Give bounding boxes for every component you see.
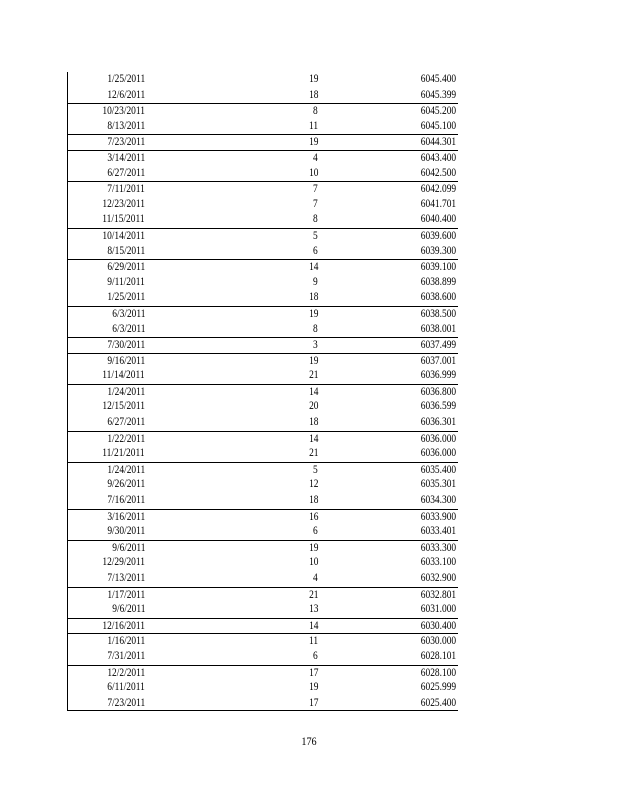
hour-cell: 4 <box>313 151 318 164</box>
value-cell: 6036.599 <box>420 400 456 413</box>
hour-cell: 6 <box>313 244 318 257</box>
date-cell: 9/26/2011 <box>107 478 145 491</box>
hour-cell: 18 <box>308 494 318 507</box>
value-cell: 6035.400 <box>420 463 456 476</box>
hour-cell: 14 <box>308 432 318 445</box>
page-number: 176 <box>301 734 317 748</box>
table-row <box>68 337 458 353</box>
value-cell: 6037.001 <box>420 354 456 367</box>
hour-cell: 5 <box>313 229 318 242</box>
hour-cell: 18 <box>308 416 318 429</box>
hour-cell: 10 <box>308 556 318 569</box>
date-cell: 9/30/2011 <box>107 525 145 538</box>
value-cell: 6045.400 <box>420 73 456 85</box>
value-cell: 6028.100 <box>420 666 456 679</box>
table-row <box>68 88 458 104</box>
hour-cell: 7 <box>313 197 318 210</box>
table-row <box>68 540 458 556</box>
table-row <box>68 555 458 571</box>
hour-cell: 4 <box>313 572 318 584</box>
date-cell: 8/13/2011 <box>107 119 145 132</box>
date-cell: 7/16/2011 <box>107 494 145 507</box>
hour-cell: 8 <box>313 105 318 118</box>
table-row <box>68 587 458 603</box>
table-row <box>68 618 458 634</box>
hour-cell: 6 <box>313 525 318 538</box>
value-cell: 6038.600 <box>420 291 456 304</box>
value-cell: 6025.400 <box>420 696 456 709</box>
hour-cell: 17 <box>308 696 318 709</box>
value-cell: 6036.800 <box>420 385 456 398</box>
date-cell: 6/11/2011 <box>107 681 145 694</box>
table-row <box>68 415 458 431</box>
value-cell: 6034.300 <box>420 494 456 507</box>
table-row <box>68 72 458 88</box>
value-cell: 6042.099 <box>420 183 456 196</box>
hour-cell: 3 <box>313 339 318 352</box>
table-row <box>68 602 458 618</box>
date-cell: 12/15/2011 <box>102 400 145 413</box>
table-row <box>68 275 458 291</box>
hour-cell: 21 <box>308 369 318 382</box>
table-row <box>68 197 458 213</box>
value-cell: 6042.500 <box>420 166 456 179</box>
table-row <box>68 680 458 696</box>
table-row <box>68 150 458 166</box>
hour-cell: 19 <box>308 681 318 694</box>
table-row <box>68 290 458 306</box>
value-cell: 6033.300 <box>420 541 456 554</box>
value-cell: 6038.899 <box>420 275 456 288</box>
hour-cell: 14 <box>308 385 318 398</box>
value-cell: 6033.900 <box>420 510 456 523</box>
table-row <box>68 509 458 525</box>
hour-cell: 19 <box>308 136 318 149</box>
date-cell: 6/3/2011 <box>111 307 145 320</box>
table-row <box>68 103 458 119</box>
value-cell: 6033.100 <box>420 556 456 569</box>
hour-cell: 19 <box>308 307 318 320</box>
hour-cell: 8 <box>313 322 318 335</box>
hour-cell: 21 <box>308 588 318 601</box>
hour-cell: 17 <box>308 666 318 679</box>
value-cell: 6036.999 <box>420 369 456 382</box>
date-cell: 9/16/2011 <box>107 354 145 367</box>
date-cell: 9/6/2011 <box>111 541 145 554</box>
table-row <box>68 462 458 478</box>
hour-cell: 8 <box>313 213 318 226</box>
value-cell: 6038.001 <box>420 322 456 335</box>
table-row <box>68 493 458 509</box>
date-cell: 1/25/2011 <box>107 291 145 304</box>
value-cell: 6036.301 <box>420 416 456 429</box>
date-cell: 1/24/2011 <box>107 463 145 476</box>
date-cell: 7/13/2011 <box>107 572 145 584</box>
value-cell: 6036.000 <box>420 432 456 445</box>
table-row <box>68 228 458 244</box>
value-cell: 6030.400 <box>420 619 456 632</box>
value-cell: 6030.000 <box>420 635 456 648</box>
date-cell: 10/14/2011 <box>102 229 145 242</box>
value-cell: 6032.900 <box>420 572 456 584</box>
hour-cell: 19 <box>308 354 318 367</box>
date-cell: 12/29/2011 <box>102 556 145 569</box>
hour-cell: 18 <box>308 88 318 101</box>
value-cell: 6037.499 <box>420 339 456 352</box>
hour-cell: 14 <box>308 619 318 632</box>
value-cell: 6038.500 <box>420 307 456 320</box>
hour-cell: 19 <box>308 73 318 85</box>
value-cell: 6040.400 <box>420 213 456 226</box>
date-cell: 12/2/2011 <box>107 666 145 679</box>
date-cell: 6/27/2011 <box>107 416 145 429</box>
date-cell: 6/3/2011 <box>111 322 145 335</box>
value-cell: 6041.701 <box>420 197 456 210</box>
hour-cell: 12 <box>308 478 318 491</box>
hour-cell: 18 <box>308 291 318 304</box>
date-cell: 1/24/2011 <box>107 385 145 398</box>
date-cell: 8/15/2011 <box>107 244 145 257</box>
value-cell: 6025.999 <box>420 681 456 694</box>
date-cell: 1/16/2011 <box>107 635 145 648</box>
date-cell: 9/6/2011 <box>111 603 145 616</box>
hour-cell: 14 <box>308 261 318 274</box>
table-row <box>68 134 458 150</box>
date-cell: 12/6/2011 <box>107 88 145 101</box>
date-cell: 1/17/2011 <box>107 588 145 601</box>
date-cell: 7/31/2011 <box>107 649 145 662</box>
value-cell: 6045.200 <box>420 105 456 118</box>
date-cell: 6/29/2011 <box>107 261 145 274</box>
hour-cell: 7 <box>313 183 318 196</box>
table-row <box>68 446 458 462</box>
value-cell: 6028.101 <box>420 649 456 662</box>
value-cell: 6039.600 <box>420 229 456 242</box>
date-cell: 7/23/2011 <box>107 696 145 709</box>
table-row <box>68 181 458 197</box>
value-cell: 6044.301 <box>420 136 456 149</box>
hour-cell: 9 <box>313 275 318 288</box>
table-row <box>68 259 458 275</box>
table-row <box>68 665 458 681</box>
value-cell: 6032.801 <box>420 588 456 601</box>
table-row <box>68 399 458 415</box>
date-cell: 3/16/2011 <box>107 510 145 523</box>
table-row <box>68 166 458 182</box>
hour-cell: 21 <box>308 447 318 460</box>
value-cell: 6035.301 <box>420 478 456 491</box>
date-cell: 7/30/2011 <box>107 339 145 352</box>
value-cell: 6043.400 <box>420 151 456 164</box>
date-cell: 11/14/2011 <box>102 369 145 382</box>
table-row <box>68 244 458 260</box>
hour-cell: 10 <box>308 166 318 179</box>
date-cell: 12/16/2011 <box>102 619 145 632</box>
date-cell: 1/22/2011 <box>107 432 145 445</box>
table-row <box>68 119 458 135</box>
table-row <box>68 571 458 587</box>
value-cell: 6045.100 <box>420 119 456 132</box>
table-row <box>68 212 458 228</box>
data-table <box>67 72 458 711</box>
date-cell: 1/25/2011 <box>107 73 145 85</box>
date-cell: 11/21/2011 <box>102 447 145 460</box>
date-cell: 9/11/2011 <box>107 275 145 288</box>
table-row <box>68 649 458 665</box>
table-row <box>68 368 458 384</box>
hour-cell: 5 <box>313 463 318 476</box>
hour-cell: 20 <box>308 400 318 413</box>
date-cell: 7/23/2011 <box>107 136 145 149</box>
table-row <box>68 696 458 712</box>
table-row <box>68 477 458 493</box>
date-cell: 6/27/2011 <box>107 166 145 179</box>
value-cell: 6039.100 <box>420 261 456 274</box>
value-cell: 6039.300 <box>420 244 456 257</box>
date-cell: 12/23/2011 <box>102 197 145 210</box>
value-cell: 6036.000 <box>420 447 456 460</box>
hour-cell: 13 <box>308 603 318 616</box>
hour-cell: 6 <box>313 649 318 662</box>
date-cell: 11/15/2011 <box>102 213 145 226</box>
hour-cell: 11 <box>308 635 318 648</box>
date-cell: 7/11/2011 <box>107 183 145 196</box>
value-cell: 6031.000 <box>420 603 456 616</box>
table-row <box>68 322 458 338</box>
table-row <box>68 524 458 540</box>
table-row <box>68 633 458 649</box>
hour-cell: 19 <box>308 541 318 554</box>
value-cell: 6045.399 <box>420 88 456 101</box>
date-cell: 3/14/2011 <box>107 151 145 164</box>
value-cell: 6033.401 <box>420 525 456 538</box>
hour-cell: 16 <box>308 510 318 523</box>
hour-cell: 11 <box>308 119 318 132</box>
table-row <box>68 384 458 400</box>
table-row <box>68 353 458 369</box>
table-row <box>68 306 458 322</box>
table-row <box>68 431 458 447</box>
date-cell: 10/23/2011 <box>102 105 145 118</box>
